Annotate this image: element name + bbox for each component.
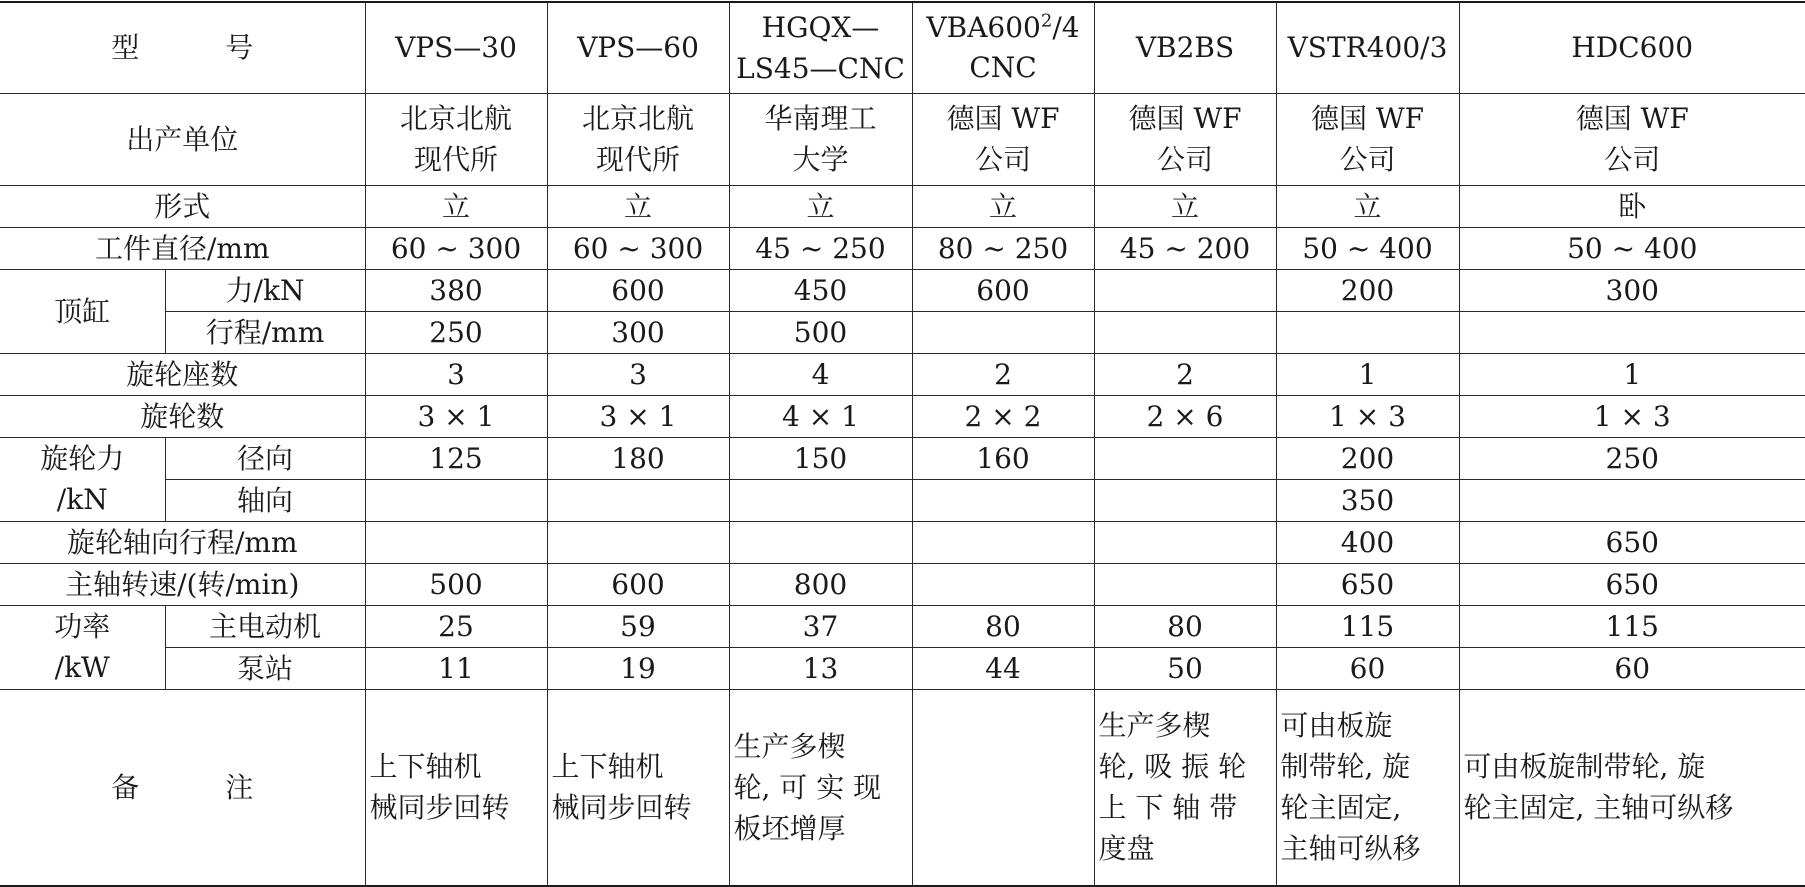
- pump-4: 44: [912, 647, 1094, 689]
- label-roller-force-a: 旋轮力: [40, 442, 125, 475]
- pump-1: 11: [365, 647, 547, 689]
- remarks-5: 生产多楔 轮, 吸 振 轮 上 下 轴 带 度盘: [1094, 689, 1276, 886]
- radial-7: 250: [1459, 437, 1805, 479]
- axial-6: 350: [1276, 479, 1459, 521]
- radial-2: 180: [547, 437, 729, 479]
- remarks-4: [912, 689, 1094, 886]
- diameter-2: 60 ~ 300: [547, 227, 729, 269]
- label-roller-axial-stroke: 旋轮轴向行程/mm: [0, 521, 365, 563]
- spindle-speed-5: [1094, 563, 1276, 605]
- tailstock-stroke-5: [1094, 311, 1276, 353]
- roller-count-4: 2 × 2: [912, 395, 1094, 437]
- row-tailstock-stroke: [0, 311, 1805, 353]
- row-diameter: [0, 227, 1805, 269]
- roller-count-7: 1 × 3: [1459, 395, 1805, 437]
- row-roller-force-radial: [0, 437, 1805, 479]
- roller-seats-4: 2: [912, 353, 1094, 395]
- form-6: 立: [1276, 185, 1459, 227]
- diameter-3: 45 ~ 250: [729, 227, 912, 269]
- label-tailstock: 顶缸: [0, 269, 165, 353]
- roller-seats-7: 1: [1459, 353, 1805, 395]
- main-motor-3: 37: [729, 605, 912, 647]
- maker-1: 北京北航 现代所: [365, 93, 547, 185]
- tailstock-stroke-2: 300: [547, 311, 729, 353]
- form-3: 立: [729, 185, 912, 227]
- tailstock-stroke-7: [1459, 311, 1805, 353]
- label-tailstock-force: 力/kN: [165, 269, 365, 311]
- label-model: [0, 2, 365, 93]
- model-4-tail: /4 CNC: [969, 10, 1080, 84]
- roller-axial-stroke-7: 650: [1459, 521, 1805, 563]
- label-roller-force-b: /kN: [56, 483, 108, 516]
- roller-seats-6: 1: [1276, 353, 1459, 395]
- label-model-a: 型: [111, 31, 140, 65]
- axial-3: [729, 479, 912, 521]
- remarks-1: 上下轴机 械同步回转: [365, 689, 547, 886]
- diameter-6: 50 ~ 400: [1276, 227, 1459, 269]
- row-tailstock-force: [0, 269, 1805, 311]
- model-6: VSTR400/3: [1276, 2, 1459, 93]
- row-roller-seats: [0, 353, 1805, 395]
- model-4: [912, 2, 1094, 93]
- pump-2: 19: [547, 647, 729, 689]
- label-spindle-speed: 主轴转速/(转/min): [0, 563, 365, 605]
- axial-4: [912, 479, 1094, 521]
- roller-seats-1: 3: [365, 353, 547, 395]
- roller-axial-stroke-1: [365, 521, 547, 563]
- label-power-a: 功率: [54, 610, 111, 643]
- spinning-machine-spec-table: [0, 1, 1805, 887]
- pump-5: 50: [1094, 647, 1276, 689]
- remarks-6: 可由板旋 制带轮, 旋 轮主固定, 主轴可纵移: [1276, 689, 1459, 886]
- roller-axial-stroke-6: 400: [1276, 521, 1459, 563]
- label-main-motor: 主电动机: [165, 605, 365, 647]
- remarks-2: 上下轴机 械同步回转: [547, 689, 729, 886]
- main-motor-7: 115: [1459, 605, 1805, 647]
- radial-4: 160: [912, 437, 1094, 479]
- tailstock-force-6: 200: [1276, 269, 1459, 311]
- main-motor-2: 59: [547, 605, 729, 647]
- label-pump: 泵站: [165, 647, 365, 689]
- tailstock-force-3: 450: [729, 269, 912, 311]
- maker-3: 华南理工 大学: [729, 93, 912, 185]
- main-motor-4: 80: [912, 605, 1094, 647]
- row-power-pump: [0, 647, 1805, 689]
- form-4: 立: [912, 185, 1094, 227]
- label-remarks: [0, 689, 365, 886]
- label-axial: 轴向: [165, 479, 365, 521]
- diameter-4: 80 ~ 250: [912, 227, 1094, 269]
- roller-seats-5: 2: [1094, 353, 1276, 395]
- axial-5: [1094, 479, 1276, 521]
- label-roller-seats: 旋轮座数: [0, 353, 365, 395]
- spindle-speed-3: 800: [729, 563, 912, 605]
- label-model-b: 号: [225, 31, 254, 65]
- row-maker: [0, 93, 1805, 185]
- label-remarks-a: 备: [111, 770, 140, 804]
- roller-count-3: 4 × 1: [729, 395, 912, 437]
- tailstock-force-5: [1094, 269, 1276, 311]
- label-remarks-b: 注: [225, 770, 254, 804]
- row-roller-force-axial: [0, 479, 1805, 521]
- roller-axial-stroke-4: [912, 521, 1094, 563]
- roller-axial-stroke-5: [1094, 521, 1276, 563]
- label-tailstock-stroke: 行程/mm: [165, 311, 365, 353]
- form-1: 立: [365, 185, 547, 227]
- model-5: VB2BS: [1094, 2, 1276, 93]
- maker-7: 德国 WF 公司: [1459, 93, 1805, 185]
- maker-2: 北京北航 现代所: [547, 93, 729, 185]
- model-2: VPS—60: [547, 2, 729, 93]
- spindle-speed-7: 650: [1459, 563, 1805, 605]
- radial-5: [1094, 437, 1276, 479]
- maker-6: 德国 WF 公司: [1276, 93, 1459, 185]
- maker-5: 德国 WF 公司: [1094, 93, 1276, 185]
- tailstock-force-4: 600: [912, 269, 1094, 311]
- main-motor-5: 80: [1094, 605, 1276, 647]
- remarks-3: 生产多楔 轮, 可 实 现 板坯增厚: [729, 689, 912, 886]
- model-1: VPS—30: [365, 2, 547, 93]
- roller-seats-2: 3: [547, 353, 729, 395]
- model-4-base: VBA600: [926, 10, 1041, 44]
- label-maker: 出产单位: [0, 93, 365, 185]
- row-roller-axial-stroke: [0, 521, 1805, 563]
- row-form: [0, 185, 1805, 227]
- row-spindle-speed: [0, 563, 1805, 605]
- tailstock-force-1: 380: [365, 269, 547, 311]
- tailstock-stroke-6: [1276, 311, 1459, 353]
- axial-1: [365, 479, 547, 521]
- radial-1: 125: [365, 437, 547, 479]
- pump-3: 13: [729, 647, 912, 689]
- spindle-speed-6: 650: [1276, 563, 1459, 605]
- diameter-5: 45 ~ 200: [1094, 227, 1276, 269]
- main-motor-6: 115: [1276, 605, 1459, 647]
- row-roller-count: [0, 395, 1805, 437]
- roller-count-2: 3 × 1: [547, 395, 729, 437]
- model-7: HDC600: [1459, 2, 1805, 93]
- row-remarks: [0, 689, 1805, 886]
- form-7: 卧: [1459, 185, 1805, 227]
- tailstock-force-7: 300: [1459, 269, 1805, 311]
- label-power: [0, 605, 165, 689]
- pump-7: 60: [1459, 647, 1805, 689]
- remarks-7: 可由板旋制带轮, 旋 轮主固定, 主轴可纵移: [1459, 689, 1805, 886]
- maker-4: 德国 WF 公司: [912, 93, 1094, 185]
- radial-6: 200: [1276, 437, 1459, 479]
- roller-count-1: 3 × 1: [365, 395, 547, 437]
- model-3: HGQX— LS45—CNC: [729, 2, 912, 93]
- form-2: 立: [547, 185, 729, 227]
- spindle-speed-1: 500: [365, 563, 547, 605]
- row-model: [0, 2, 1805, 93]
- diameter-1: 60 ~ 300: [365, 227, 547, 269]
- row-power-main-motor: [0, 605, 1805, 647]
- axial-2: [547, 479, 729, 521]
- form-5: 立: [1094, 185, 1276, 227]
- label-diameter: 工件直径/mm: [0, 227, 365, 269]
- label-power-b: /kW: [54, 651, 110, 684]
- pump-6: 60: [1276, 647, 1459, 689]
- tailstock-stroke-1: 250: [365, 311, 547, 353]
- label-form: 形式: [0, 185, 365, 227]
- roller-axial-stroke-3: [729, 521, 912, 563]
- axial-7: [1459, 479, 1805, 521]
- spindle-speed-4: [912, 563, 1094, 605]
- label-roller-count: 旋轮数: [0, 395, 365, 437]
- tailstock-stroke-4: [912, 311, 1094, 353]
- tailstock-stroke-3: 500: [729, 311, 912, 353]
- label-roller-force: [0, 437, 165, 521]
- radial-3: 150: [729, 437, 912, 479]
- roller-seats-3: 4: [729, 353, 912, 395]
- model-4-sup: 2: [1040, 10, 1053, 32]
- roller-count-6: 1 × 3: [1276, 395, 1459, 437]
- tailstock-force-2: 600: [547, 269, 729, 311]
- label-radial: 径向: [165, 437, 365, 479]
- roller-count-5: 2 × 6: [1094, 395, 1276, 437]
- main-motor-1: 25: [365, 605, 547, 647]
- roller-axial-stroke-2: [547, 521, 729, 563]
- diameter-7: 50 ~ 400: [1459, 227, 1805, 269]
- spindle-speed-2: 600: [547, 563, 729, 605]
